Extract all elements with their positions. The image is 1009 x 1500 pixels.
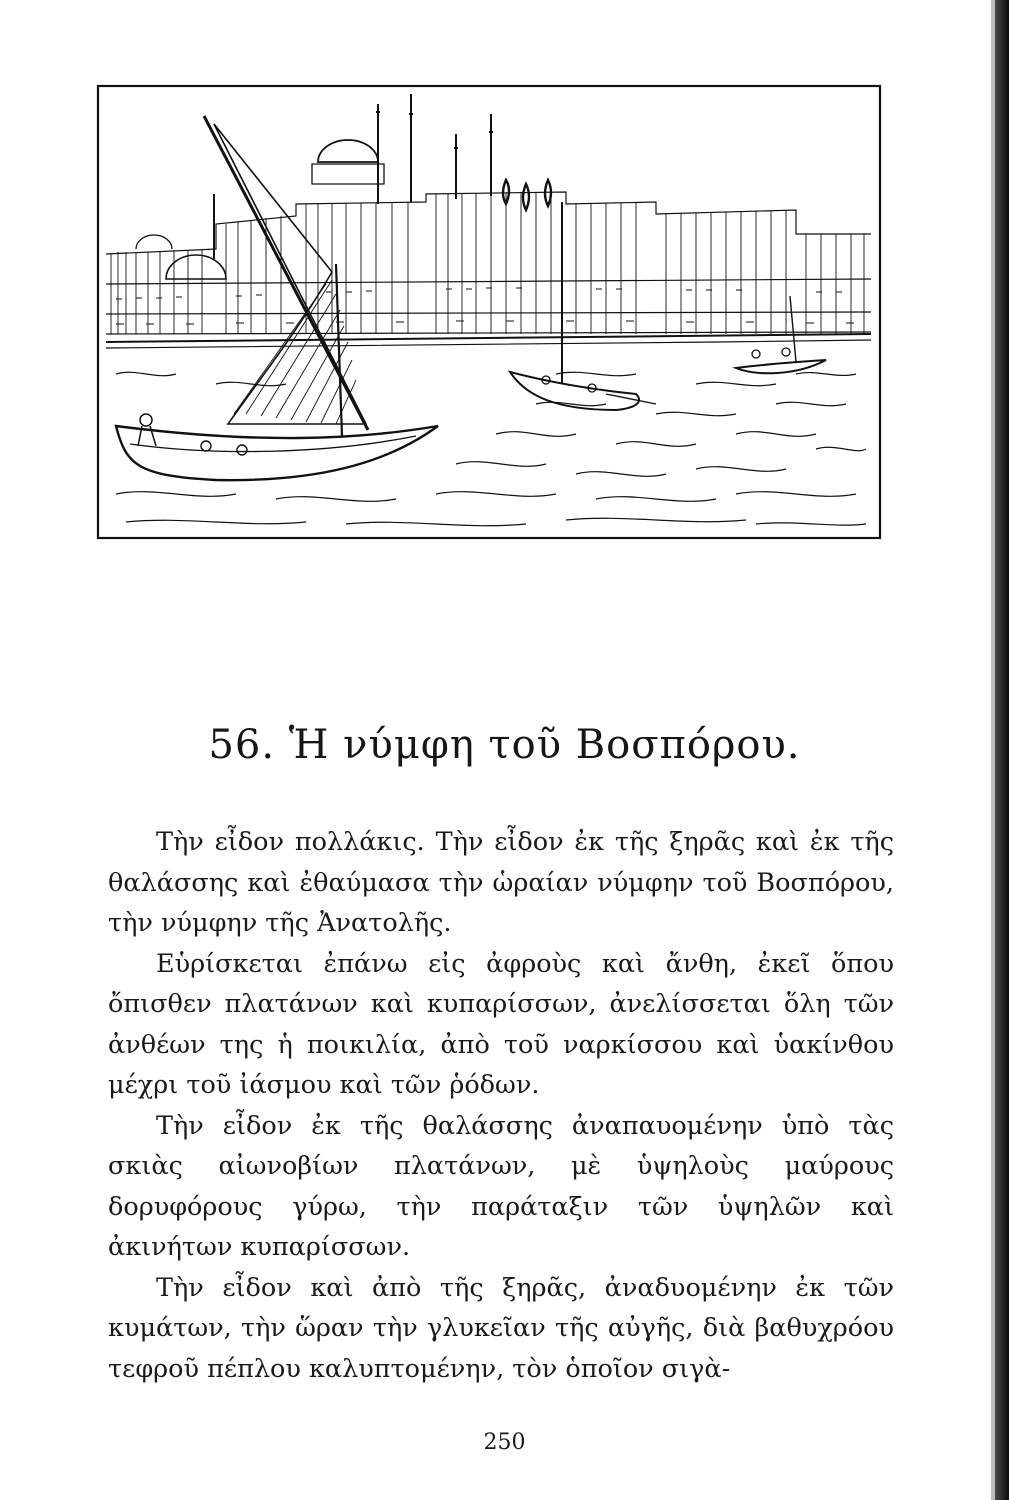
- paragraph: Τὴν εἶδον καὶ ἀπὸ τῆς ξηρᾶς, ἀναδυομένην ἐκ τῶν κυμάτων, τὴν ὥραν τὴν γλυκεῖαν τῆς αὐγῆς, διὰ βαθυχρόου τεφροῦ πέπλου καλυπτομένην, τὸν ὁποῖον σιγὰ-: [108, 1272, 894, 1384]
- page-number: 250: [483, 1430, 526, 1455]
- paragraph: Εὑρίσκεται ἐπάνω εἰς ἀφροὺς καὶ ἄνθη, ἐκεῖ ὅπου ὄπισθεν πλατάνων καὶ κυπαρίσσων, ἀνελίσσεται ὅλη τῶν ἀνθέων της ἡ ποικιλία, ἀπὸ τοῦ ναρκίσσου καὶ ὑακίνθου μέχρι τοῦ ἰάσμου καὶ τῶν ῥόδων.: [108, 948, 894, 1100]
- bosphorus-illustration: [96, 84, 882, 540]
- paragraph: Τὴν εἶδον ἐκ τῆς θαλάσσης ἀναπαυομένην ὑπὸ τὰς σκιὰς αἰωνοβίων πλατάνων, μὲ ὑψηλοὺς μαύρους δορυφόρους γύρω, τὴν παράταξιν τῶν ὑψηλῶν καὶ ἀκινήτων κυπαρίσσων.: [108, 1110, 894, 1262]
- paragraph: Τὴν εἶδον πολλάκις. Τὴν εἶδον ἐκ τῆς ξηρᾶς καὶ ἐκ τῆς θαλάσσης καὶ ἐθαύμασα τὴν ὡραίαν νύμφην τοῦ Βοσπόρου, τὴν νύμφην τῆς Ἀνατολῆς.: [108, 827, 894, 938]
- chapter-title: 56. Ἡ νύμφη τοῦ Βοσπόρου.: [208, 722, 801, 768]
- chapter-body: [108, 822, 894, 1389]
